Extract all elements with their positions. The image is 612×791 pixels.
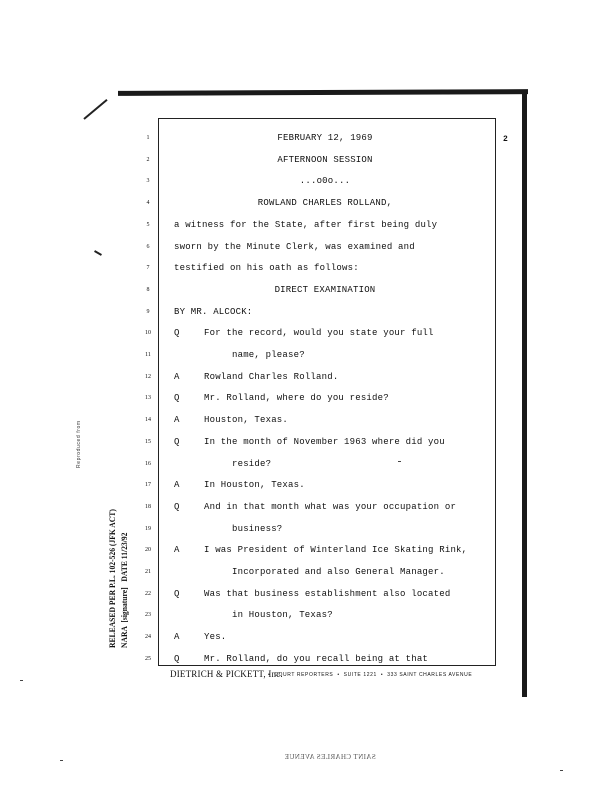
line-number: 17 xyxy=(145,482,151,488)
transcript-line: Rowland Charles Rolland. xyxy=(204,372,339,382)
release-stamp xyxy=(96,507,136,648)
scan-speck xyxy=(20,680,23,681)
transcript-line: In the month of November 1963 where did you xyxy=(204,437,445,447)
transcript-line: And in that month what was your occupation or xyxy=(204,502,457,512)
speaker-label: A xyxy=(174,415,180,425)
line-number: 25 xyxy=(145,656,151,662)
line-number: 12 xyxy=(145,374,151,380)
speaker-label: Q xyxy=(174,437,180,447)
transcript-line: name, please? xyxy=(232,350,305,360)
transcript-line: I was President of Winterland Ice Skating Rink, xyxy=(204,545,468,555)
scan-speck xyxy=(398,461,401,462)
line-number: 3 xyxy=(146,178,150,184)
speaker-label: A xyxy=(174,372,180,382)
transcript-line: ...o0o... xyxy=(299,176,351,186)
transcript-line: For the record, would you state your full xyxy=(204,328,434,338)
line-number: 13 xyxy=(145,395,151,401)
speaker-label: Q xyxy=(174,589,180,599)
transcript-line: Was that business establishment also located xyxy=(204,589,451,599)
line-number: 4 xyxy=(146,200,150,206)
scan-tick-mark xyxy=(94,250,102,256)
line-number: 15 xyxy=(145,439,151,445)
line-number: 22 xyxy=(145,591,151,597)
scan-edge-top xyxy=(118,89,528,96)
transcript-line: DIRECT EXAMINATION xyxy=(274,285,376,295)
speaker-label: A xyxy=(174,632,180,642)
speaker-label: Q xyxy=(174,502,180,512)
transcript-line: reside? xyxy=(232,459,272,469)
line-number: 20 xyxy=(145,547,151,553)
line-number: 8 xyxy=(146,287,150,293)
release-stamp-line2: NARA [signature] DATE 11/23/92 xyxy=(120,532,129,648)
transcript-line: Yes. xyxy=(204,632,227,642)
transcript-line: in Houston, Texas? xyxy=(232,610,333,620)
bleed-through-text: SAINT CHARLES AVENUE xyxy=(284,753,376,761)
scan-stroke-mark xyxy=(83,99,107,120)
line-number: 5 xyxy=(146,222,150,228)
transcript-line: Incorporated and also General Manager. xyxy=(232,567,445,577)
speaker-label: Q xyxy=(174,393,180,403)
line-number: 7 xyxy=(146,265,150,271)
scan-speck xyxy=(560,770,563,771)
line-number: 24 xyxy=(145,634,151,640)
scan-edge-right xyxy=(522,92,527,697)
transcript-line: sworn by the Minute Clerk, was examined and xyxy=(174,242,415,252)
release-stamp-line1: RELEASED PER P.L. 102-526 (JFK ACT) xyxy=(108,509,117,648)
line-number: 19 xyxy=(145,526,151,532)
transcript-line: Mr. Rolland, do you recall being at that xyxy=(204,654,429,664)
line-number: 9 xyxy=(146,309,150,315)
transcript-line: testified on his oath as follows: xyxy=(174,263,359,273)
line-number: 1 xyxy=(146,135,150,141)
line-number: 10 xyxy=(145,330,151,336)
line-number: 2 xyxy=(146,157,150,163)
line-number: 18 xyxy=(145,504,151,510)
transcript-line: AFTERNOON SESSION xyxy=(277,155,373,165)
footer-address: • COURT REPORTERS • SUITE 1221 • 333 SAINT CHARLES AVENUE xyxy=(268,672,473,678)
transcript-line: Mr. Rolland, where do you reside? xyxy=(204,393,389,403)
line-number: 11 xyxy=(145,352,151,358)
line-number: 14 xyxy=(145,417,151,423)
transcript-line: In Houston, Texas. xyxy=(204,480,305,490)
page-number: 2 xyxy=(503,135,508,144)
line-number: 16 xyxy=(145,461,151,467)
line-number: 23 xyxy=(145,612,151,618)
transcript-line: BY MR. ALCOCK: xyxy=(174,307,253,317)
transcript-line: a witness for the State, after first being duly xyxy=(174,220,438,230)
speaker-label: Q xyxy=(174,328,180,338)
scan-speck xyxy=(60,760,63,761)
transcript-line: business? xyxy=(232,524,283,534)
line-number: 6 xyxy=(146,244,150,250)
transcript-line: FEBRUARY 12, 1969 xyxy=(277,133,373,143)
speaker-label: Q xyxy=(174,654,180,664)
footer-firm-name: DIETRICH & PICKETT, Inc. xyxy=(170,669,283,679)
speaker-label: A xyxy=(174,480,180,490)
line-number: 21 xyxy=(145,569,151,575)
speaker-label: A xyxy=(174,545,180,555)
transcript-line: ROWLAND CHARLES ROLLAND, xyxy=(257,198,393,208)
side-label: Reproduced from xyxy=(76,420,82,468)
transcript-line: Houston, Texas. xyxy=(204,415,289,425)
